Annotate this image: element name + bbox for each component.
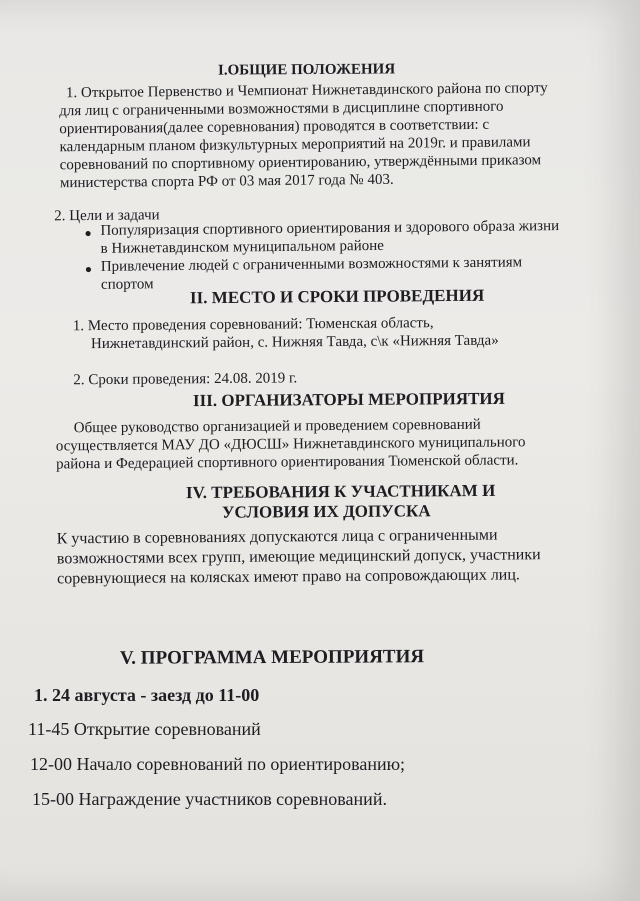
place-line: Нижнетавдинский район, с. Нижняя Тавда, с\к «Нижняя Тавда» (90, 332, 499, 353)
para1-line: соревнований по спортивному ориентированию, утверждёнными приказом (59, 152, 542, 174)
bullet1-line: Популяризация спортивного ориентирования и здорового образа жизни (100, 218, 560, 239)
bullet-icon: ● (84, 225, 92, 241)
bullet1-line: в Нижнетавдинском муниципальном районе (100, 237, 384, 257)
program-item: 11-45 Открытие соревнований (28, 719, 261, 739)
organizers-line: района и Федерацией спортивного ориентирования Тюменской области. (55, 452, 519, 473)
section-2-title: II. МЕСТО И СРОКИ ПРОВЕДЕНИЯ (189, 285, 485, 308)
requirements-line: соревнующиеся на колясках имеют право на сопровождающих лиц. (56, 566, 520, 588)
para1-line: календарным планом физкультурных мероприятий на 2019г. и правилами (59, 134, 531, 156)
organizers-line: осуществляется МАУ ДО «ДЮСШ» Нижнетавдинского муниципального (55, 434, 526, 455)
program-day: 1. 24 августа - заезд до 11-00 (34, 685, 260, 705)
bullet-icon: ● (84, 261, 93, 277)
dates-line: 2. Сроки проведения: 24.08. 2019 г. (73, 370, 298, 389)
program-item: 12-00 Начало соревнований по ориентированию; (30, 754, 406, 774)
section-1-title: I.ОБЩИЕ ПОЛОЖЕНИЯ (217, 61, 396, 79)
para1-line: для лиц с ограниченными возможностями в дисциплине спортивного (59, 98, 504, 120)
section-3-title: III. ОРГАНИЗАТОРЫ МЕРОПРИЯТИЯ (192, 388, 505, 411)
organizers-line: Общее руководство организацией и проведением соревнований (73, 416, 481, 437)
bullet2-line: Привлечение людей с ограниченными возможностями к занятиям (100, 254, 523, 275)
para1-line: министерства спорта РФ от 03 мая 2017 года № 403. (59, 171, 394, 192)
requirements-line: К участию в соревнованиях допускаются лица с ограниченными (56, 526, 498, 548)
requirements-line: возможностями всех групп, имеющие медицинский допуск, участники (56, 546, 541, 568)
program-item: 15-00 Награждение участников соревнований. (32, 789, 387, 809)
section-4-title-line2: УСЛОВИЯ ИХ ДОПУСКА (221, 501, 431, 522)
para1-line: 1. Открытое Первенство и Чемпионат Нижнетавдинского района по спорту (65, 80, 548, 102)
bullet2-line: спортом (100, 276, 154, 293)
section-5-title: V. ПРОГРАММА МЕРОПРИЯТИЯ (119, 646, 425, 669)
place-line: 1. Место проведения соревнований: Тюменская область, (72, 315, 434, 335)
para1-line: ориентирования(далее соревнования) проводятся в соответствии: с (59, 116, 490, 138)
goals-heading: 2. Цели и задачи (54, 207, 160, 225)
section-4-title-line1: IV. ТРЕБОВАНИЯ К УЧАСТНИКАМ И (185, 480, 496, 503)
